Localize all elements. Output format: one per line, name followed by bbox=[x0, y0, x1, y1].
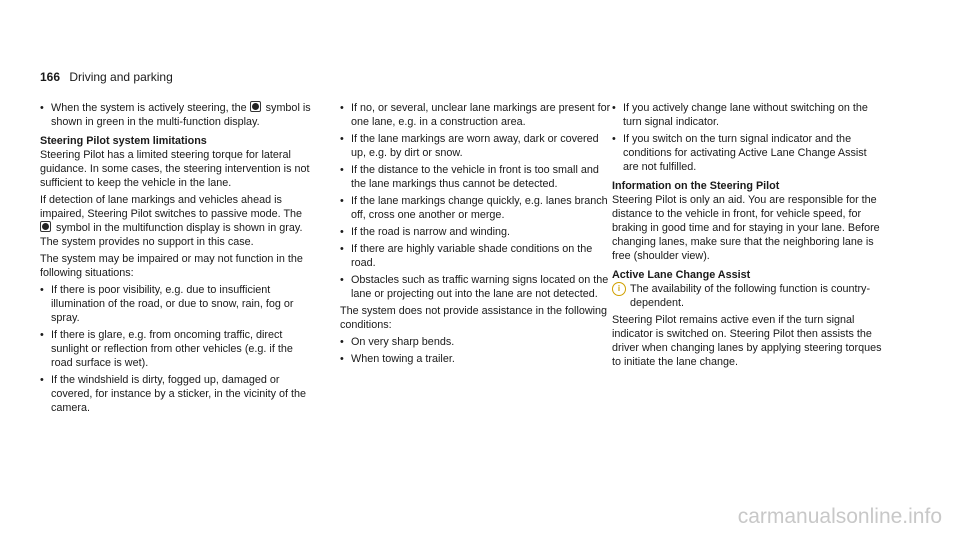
list-item: • If you actively change lane without switching on the turn signal indicator. bbox=[612, 102, 868, 128]
paragraph: Steering Pilot remains active even if the turn signal indicator is switched on. Steering Pilot then assists the driver when changing lanes by applying steering torques to initiate the lane change. bbox=[612, 314, 882, 368]
bullet: • bbox=[340, 102, 344, 114]
list-item: • If there are highly variable shade conditions on the road. bbox=[340, 243, 593, 269]
column-2 bbox=[340, 101, 612, 369]
info-icon: i bbox=[612, 282, 626, 296]
list-item: • If you switch on the turn signal indicator and the conditions for activating Active Lane Change Assist are not fulfilled. bbox=[612, 133, 867, 173]
heading-limitations: Steering Pilot system limitations bbox=[40, 135, 207, 147]
heading-information: Information on the Steering Pilot bbox=[612, 180, 780, 192]
bullet: • bbox=[340, 353, 344, 365]
list-item: • If no, or several, unclear lane markings are present for one lane, e.g. in a construction area. bbox=[340, 102, 611, 128]
list-item: • If the road is narrow and winding. bbox=[340, 226, 511, 238]
paragraph: The system does not provide assistance in the following conditions: bbox=[340, 305, 608, 331]
bullet: • bbox=[612, 102, 616, 114]
bullet: • bbox=[340, 243, 344, 255]
list-item: • If there is poor visibility, e.g. due to insufficient illumination of the road, or due to snow, rain, fog or spray. bbox=[40, 284, 294, 324]
paragraph: Steering Pilot is only an aid. You are responsible for the distance to the vehicle in front, for vehicle speed, for braking in good time and for staying in your lane. Before changing lanes, make sure that the neighboring lane is free (shoulder view). bbox=[612, 194, 880, 262]
bullet: • bbox=[340, 274, 344, 286]
list-item: • If the distance to the vehicle in front is too small and the lane markings thus cannot be detected. bbox=[340, 164, 599, 190]
page-number: 166 bbox=[40, 70, 61, 84]
bullet: • bbox=[340, 226, 344, 238]
bullet: • bbox=[340, 164, 344, 176]
list-item: • On very sharp bends. bbox=[340, 336, 455, 348]
bullet: • bbox=[340, 195, 344, 207]
bullet: • bbox=[40, 329, 44, 341]
list-item: • When towing a trailer. bbox=[340, 353, 455, 365]
page-header bbox=[40, 70, 173, 84]
list-item: • If the lane markings are worn away, dark or covered up, e.g. by dirt or snow. bbox=[340, 133, 599, 159]
bullet: • bbox=[340, 336, 344, 348]
list-item: • If the lane markings change quickly, e.g. lanes branch off, cross one another or merge. bbox=[340, 195, 608, 221]
heading-lane-change-assist: Active Lane Change Assist bbox=[612, 269, 751, 281]
bullet: • bbox=[40, 284, 44, 296]
list-item: • If there is glare, e.g. from oncoming traffic, direct sunlight or reflection from other vehicles (e.g. if the road surface is wet). bbox=[40, 329, 293, 369]
steering-wheel-icon bbox=[40, 221, 51, 232]
bullet: • bbox=[40, 102, 44, 114]
paragraph: Steering Pilot has a limited steering torque for lateral guidance. In some cases, the steering intervention is not sufficient to keep the vehicle in the lane. bbox=[40, 149, 310, 189]
steering-wheel-icon bbox=[250, 101, 261, 112]
section-title: Driving and parking bbox=[69, 70, 173, 84]
bullet: • bbox=[340, 133, 344, 145]
column-3 bbox=[612, 101, 884, 372]
watermark: carmanualsonline.info bbox=[737, 505, 942, 528]
list-item: • When the system is actively steering, the symbol is shown in green in the multi-function display. bbox=[40, 102, 311, 128]
paragraph: If detection of lane markings and vehicles ahead is impaired, Steering Pilot switches to passive mode. The symbol in the multifunction display is shown in gray. The system provides no support in this case. bbox=[40, 194, 303, 248]
paragraph: The system may be impaired or may not function in the following situations: bbox=[40, 253, 303, 279]
note: i The availability of the following function is country-dependent. bbox=[612, 282, 884, 310]
bullet: • bbox=[612, 133, 616, 145]
list-item: • Obstacles such as traffic warning signs located on the lane or projecting out into the lane are not detected. bbox=[340, 274, 609, 300]
bullet: • bbox=[40, 374, 44, 386]
list-item: • If the windshield is dirty, fogged up, damaged or covered, for instance by a sticker, in the vicinity of the camera. bbox=[40, 374, 307, 414]
column-1 bbox=[40, 101, 312, 418]
